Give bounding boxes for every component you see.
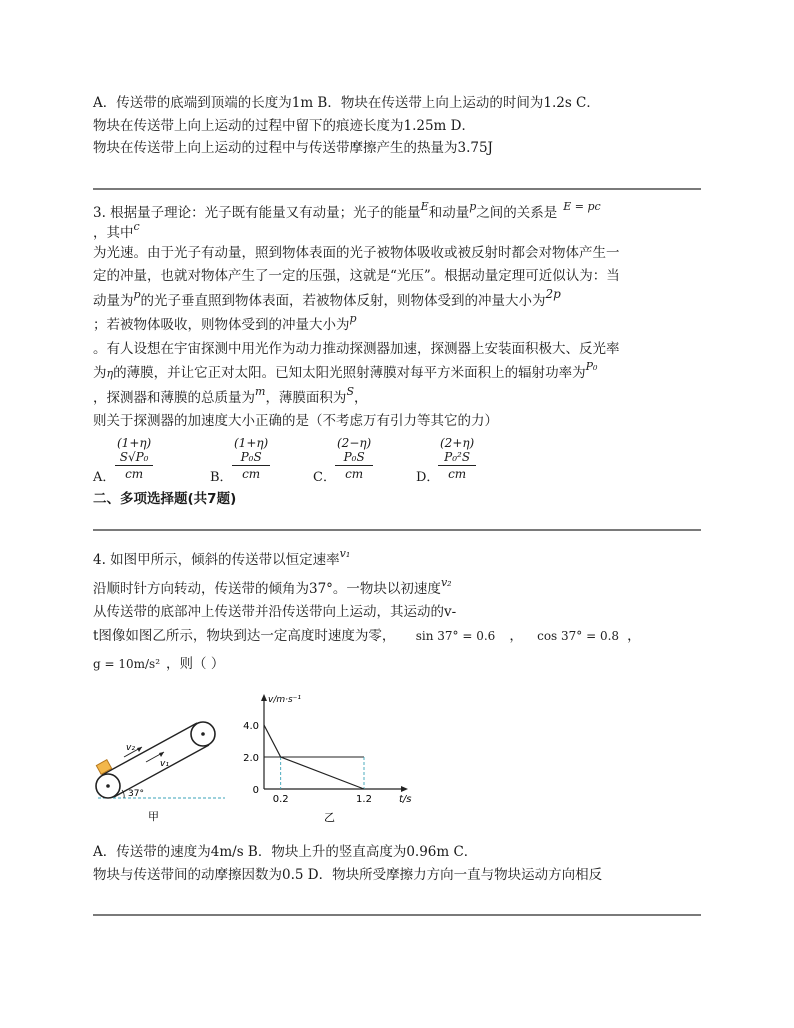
- formula-denominator: cm: [125, 467, 144, 481]
- option-formula: [438, 436, 476, 481]
- figure-conveyor-belt: [88, 710, 228, 825]
- equation-E-pc: E = pc: [563, 200, 601, 213]
- formula-denominator: cm: [448, 467, 467, 481]
- formula-g: g = 10m/s²: [93, 657, 161, 671]
- divider: [93, 529, 701, 531]
- formula-denominator: cm: [242, 467, 261, 481]
- pulley-axle: [106, 784, 110, 788]
- x-tick-label: 0.2: [272, 794, 289, 805]
- symbol-p: p: [133, 288, 141, 301]
- x-axis-arrow: [401, 786, 408, 792]
- y-tick-label: 0: [252, 785, 259, 796]
- q3-text: 为: [93, 365, 107, 381]
- symbol-eta: η: [106, 367, 114, 380]
- block: [96, 760, 111, 775]
- q4-text: 4. 如图甲所示，倾斜的传送带以恒定速率: [93, 552, 340, 568]
- formula-numerator: (2−η) P₀S: [337, 436, 372, 464]
- q3-line-8: [93, 360, 598, 383]
- arrow-head: [137, 747, 142, 752]
- y-axis-arrow: [261, 694, 267, 701]
- x-axis-label: t/s: [399, 794, 412, 805]
- option-label: A．: [93, 470, 116, 485]
- q4-line-1: [93, 547, 351, 570]
- q4-option-line-1: A．传送带的速度为4m/s B．物块上升的竖直高度为0.96m C．: [93, 844, 478, 860]
- y-tick-label: 2.0: [243, 753, 259, 764]
- figure-caption-jia: 甲: [148, 810, 159, 823]
- q3-text: ，薄膜面积为: [265, 390, 347, 406]
- pulley-axle: [201, 732, 205, 736]
- v2-label: v₂: [126, 743, 135, 753]
- formula-sin37: sin 37° = 0.6: [415, 629, 496, 643]
- option-label: C．: [313, 470, 336, 485]
- divider: [93, 188, 701, 190]
- q3-text: 的薄膜，并让它正对太阳。已知太阳光照射薄膜对每平方米面积上的辐射功率为: [113, 365, 586, 381]
- q2-option-line-3: 物块在传送带上向上运动的过程中与传送带摩擦产生的热量为3.75J: [93, 140, 493, 156]
- option-formula: [115, 436, 153, 481]
- belt-upper: [102, 723, 197, 775]
- formula-denominator: cm: [345, 467, 364, 481]
- q4-line-4: [93, 627, 641, 645]
- option-formula: [335, 436, 373, 481]
- q2-option-line-1: A．传送带的底端到顶端的长度为1m B．物块在传送带上向上运动的时间为1.2s C．: [93, 95, 600, 111]
- figure-caption-yi: 乙: [324, 811, 335, 824]
- option-label: B．: [210, 470, 233, 485]
- symbol-c: c: [133, 220, 140, 233]
- symbol-S: S: [346, 385, 354, 398]
- q3-line-7: 。有人设想在宇宙探测中用光作为动力推动探测器加速，探测器上安装面积极大、反光率: [93, 341, 620, 357]
- symbol-2p: 2p: [545, 287, 561, 301]
- q4-line-5: [93, 655, 224, 673]
- symbol-E: E: [420, 200, 429, 213]
- q3-text: 动量为: [93, 293, 134, 309]
- q3-text: ；若被物体吸收，则物体受到的冲量大小为: [93, 317, 350, 333]
- q4-option-line-2: 物块与传送带间的动摩擦因数为0.5 D．物块所受摩擦力方向一直与物块运动方向相反: [93, 867, 603, 883]
- q3-line-9: [93, 385, 368, 408]
- q4-text: 沿顺时针方向转动，传送带的倾角为37°。一物块以初速度: [93, 581, 441, 597]
- symbol-v1: v₁: [339, 547, 351, 560]
- formula-numerator: (1+η) P₀S: [234, 436, 269, 464]
- q3-text: ，: [353, 390, 368, 406]
- q4-text: ，: [627, 628, 641, 644]
- formula-numerator: (1+η) S√P₀: [117, 436, 152, 464]
- formula-cos37: cos 37° = 0.8: [537, 629, 620, 643]
- symbol-m: m: [255, 385, 266, 398]
- arrow-head: [159, 752, 164, 757]
- q3-text: 之间的关系是: [476, 205, 558, 221]
- q3-line-3: 为光速。由于光子有动量，照到物体表面的光子被物体吸收或被反射时都会对物体产生一: [93, 245, 620, 261]
- symbol-p: p: [349, 312, 357, 325]
- formula-numerator: (2+η) P₀²S: [440, 436, 475, 464]
- q4-text: ，: [509, 628, 523, 644]
- option-formula: [232, 436, 270, 481]
- symbol-p: p: [469, 200, 477, 213]
- q4-line-3: 从传送带的底部冲上传送带并沿传送带向上运动，其运动的v-: [93, 604, 457, 620]
- vt-chart: [236, 690, 436, 825]
- divider: [93, 914, 701, 916]
- q3-line-5: [93, 287, 561, 311]
- q3-line-2: [93, 220, 140, 243]
- q4-line-2: [93, 576, 452, 599]
- q3-text: 3. 根据量子理论：光子既有能量又有动量；光子的能量: [93, 205, 421, 221]
- symbol-P0: P₀: [585, 360, 598, 373]
- q4-text: t图像如图乙所示，物块到达一定高度时速度为零，: [93, 628, 396, 644]
- q3-line-6: [93, 312, 357, 335]
- v1-label: v₁: [160, 759, 169, 769]
- symbol-v2: v₂: [440, 576, 452, 589]
- q3-line-10: 则关于探测器的加速度大小正确的是（不考虑万有引力等其它的力）: [93, 413, 498, 429]
- section-heading: 二、多项选择题(共7题): [93, 491, 237, 507]
- q2-option-line-2: 物块在传送带上向上运动的过程中留下的痕迹长度为1.25m D．: [93, 118, 475, 134]
- option-label: D．: [416, 470, 440, 485]
- angle-label: 37°: [128, 789, 144, 799]
- y-axis-label: v/m·s⁻¹: [268, 695, 302, 705]
- x-tick-label: 1.2: [356, 794, 372, 805]
- q4-text: ，则（ ）: [166, 656, 225, 672]
- q3-text: 的光子垂直照到物体表面，若被物体反射，则物体受到的冲量大小为: [140, 293, 546, 309]
- q3-text: ，探测器和薄膜的总质量为: [93, 390, 255, 406]
- q3-text: 和动量: [428, 205, 470, 221]
- q3-line-4: 定的冲量，也就对物体产生了一定的压强，这就是“光压”。根据动量定理可近似认为：当: [93, 268, 620, 284]
- q3-line-1: [93, 200, 601, 223]
- q3-text: ，其中: [93, 225, 134, 241]
- y-tick-label: 4.0: [243, 721, 259, 732]
